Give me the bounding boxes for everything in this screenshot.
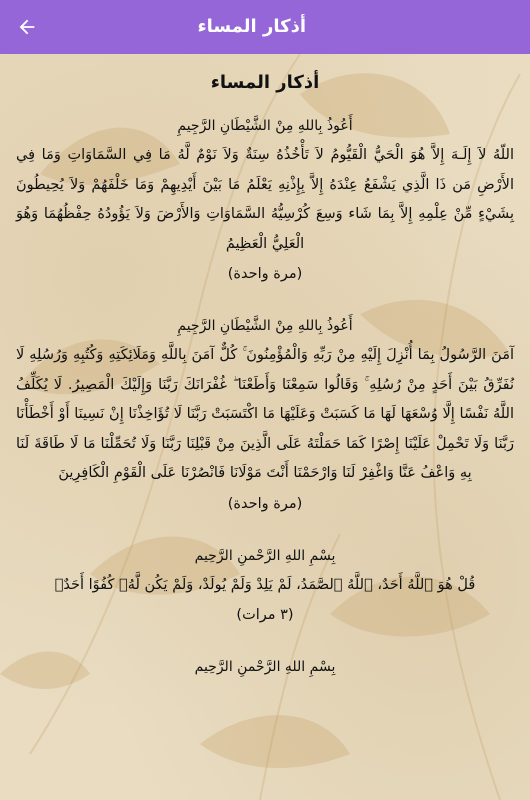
- arrow-back-icon[interactable]: [16, 16, 38, 38]
- page-title: أذكار المساء: [210, 72, 320, 93]
- zikr-item: [16, 111, 514, 289]
- azkar-content: [0, 54, 530, 704]
- zikr-repeat-count: (٣ مرات): [236, 607, 294, 623]
- content-scroll-area[interactable]: [0, 54, 530, 800]
- zikr-text: آمَنَ الرَّسُولُ بِمَا أُنْزِلَ إِلَيْهِ مِنْ رَبِّهِ وَالْمُؤْمِنُونَ ۚ كُلٌّ آمَنَ بِاللَّهِ وَمَلَائِكَتِهِ وَكُتُبِهِ وَرُسُلِهِ لَا نُفَرِّقُ بَيْنَ أَحَدٍ مِنْ رُسُلِهِ ۚ وَقَالُوا سَمِعْنَا وَأَطَعْنَا ۖ غُفْرَانَكَ رَبَّنَا وَإِلَيْكَ الْمَصِيرُ. لَا يُكَلِّفُ اللَّهُ نَفْسًا إِلَّا وُسْعَهَا لَهَا مَا كَسَبَتْ وَعَلَيْهَا مَا اكْتَسَبَتْ رَبَّنَا لَا تُؤَاخِذْنَا إِنْ نَسِينَا أَوْ أَخْطَأْنَا رَبَّنَا وَلَا تَحْمِلْ عَلَيْنَا إِصْرًا كَمَا حَمَلْتَهُ عَلَى الَّذِينَ مِنْ قَبْلِنَا رَبَّنَا وَلَا تُحَمِّلْنَا مَا لَا طَاقَةَ لَنَا بِهِ وَاعْفُ عَنَّا وَاغْفِرْ لَنَا وَارْحَمْنَا أَنْتَ مَوْلَانَا فَانْصُرْنَا عَلَى الْقَوْمِ الْكَافِرِينَ: [16, 347, 514, 481]
- zikr-opening: أَعُوذُ بِاللهِ مِنْ الشَّيْطَانِ الرَّجِيمِ: [177, 118, 353, 134]
- back-button[interactable]: [10, 10, 44, 44]
- zikr-item: [16, 652, 514, 682]
- zikr-opening: بِسْمِ اللهِ الرَّحْمنِ الرَّحِيم: [194, 659, 336, 675]
- zikr-item: [16, 311, 514, 519]
- zikr-text: قُلْ هُوَ ٱللَّهُ أَحَدٌ، ٱللَّهُ ٱلصَّمَدُ، لَمْ يَلِدْ وَلَمْ يُولَدْ، وَلَمْ يَكُن لَّهُۥ كُفُوًا أَحَدٌۢ: [54, 576, 476, 593]
- app-bar-title: أذكار المساء: [197, 16, 306, 37]
- app-bar: [0, 0, 530, 54]
- zikr-opening: أَعُوذُ بِاللهِ مِنْ الشَّيْطَانِ الرَّجِيمِ: [177, 318, 353, 334]
- zikr-opening: بِسْمِ اللهِ الرَّحْمنِ الرَّحِيم: [194, 547, 336, 564]
- zikr-repeat-count: (مرة واحدة): [227, 266, 303, 282]
- zikr-repeat-count: (مرة واحدة): [227, 495, 303, 512]
- zikr-item: [16, 541, 514, 631]
- zikr-text: اللّهُ لاَ إِلَـهَ إِلاَّ هُوَ الْحَيُّ الْقَيُّومُ لاَ تَأْخُذُهُ سِنَةٌ وَلاَ نَوْمٌ لَّهُ مَا فِي السَّمَاوَاتِ وَمَا فِي الأَرْضِ مَن ذَا الَّذِي يَشْفَعُ عِنْدَهُ إِلاَّ بِإِذْنِهِ يَعْلَمُ مَا بَيْنَ أَيْدِيهِمْ وَمَا خَلْفَهُمْ وَلاَ يُحِيطُونَ بِشَيْءٍ مِّنْ عِلْمِهِ إِلاَّ بِمَا شَاء وَسِعَ كُرْسِيُّهُ السَّمَاوَاتِ وَالأَرْضَ وَلاَ يَؤُودُهُ حِفْظُهُمَا وَهُوَ الْعَلِيُّ الْعَظِيمُ: [16, 147, 514, 252]
